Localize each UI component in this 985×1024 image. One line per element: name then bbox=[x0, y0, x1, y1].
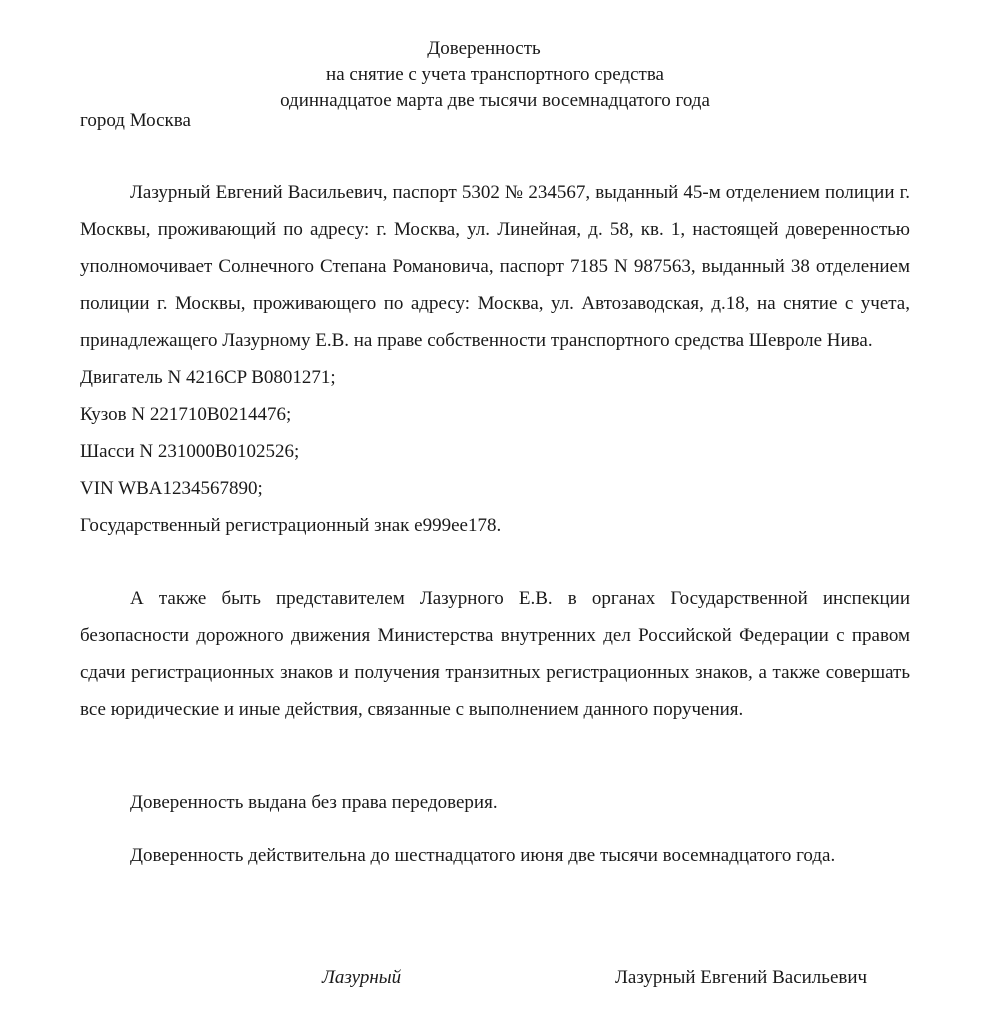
vehicle-engine-line: Двигатель N 4216CP B0801271; bbox=[80, 367, 336, 388]
validity-paragraph: Доверенность действительна до шестнадцатого июня две тысячи восемнадцатого года. bbox=[130, 845, 836, 866]
vehicle-body-line: Кузов N 221710B0214476; bbox=[80, 404, 292, 425]
representation-paragraph: А также быть представителем Лазурного Е.В. в органах Государственной инспекции безопасности дорожного движения Министерства внутренних дел Российской Федерации с правом сдачи регистрационных знаков и получения транзитных регистрационных знаков, а также совершать все юридические и иные действия, связанные с выполнением данного поручения. bbox=[80, 588, 910, 720]
document-header bbox=[80, 36, 910, 114]
main-paragraph: Лазурный Евгений Васильевич, паспорт 5302 № 234567, выданный 45-м отделением полиции г. Москвы, проживающий по адресу: г. Москва, ул. Линейная, д. 58, кв. 1, настоящей доверенностью уполномочивает Солнечного Степана Романовича, паспорт 7185 N 987563, выданный 38 отделением полиции г. Москвы, проживающего по адресу: Москва, ул. Автозаводская, д.18, на снятие с учета, принадлежащего Лазурному Е.В. на праве собственности транспортного средства Шевроле Нива. bbox=[80, 182, 910, 351]
no-substitution-paragraph: Доверенность выдана без права передоверия. bbox=[130, 792, 498, 813]
signature: Лазурный bbox=[322, 967, 402, 988]
vehicle-vin-line: VIN WBA1234567890; bbox=[80, 478, 263, 499]
document-body bbox=[80, 174, 910, 544]
vehicle-plate-line: Государственный регистрационный знак е999ее178. bbox=[80, 515, 502, 536]
vehicle-chassis-line: Шасси N 231000B0102526; bbox=[80, 441, 300, 462]
signer-name: Лазурный Евгений Васильевич bbox=[615, 967, 868, 988]
document-title: Доверенность bbox=[427, 38, 541, 59]
document-date: одиннадцатое марта две тысячи восемнадцатого года bbox=[280, 90, 710, 111]
document-city: город Москва bbox=[80, 110, 191, 131]
document-subtitle: на снятие с учета транспортного средства bbox=[326, 64, 664, 85]
